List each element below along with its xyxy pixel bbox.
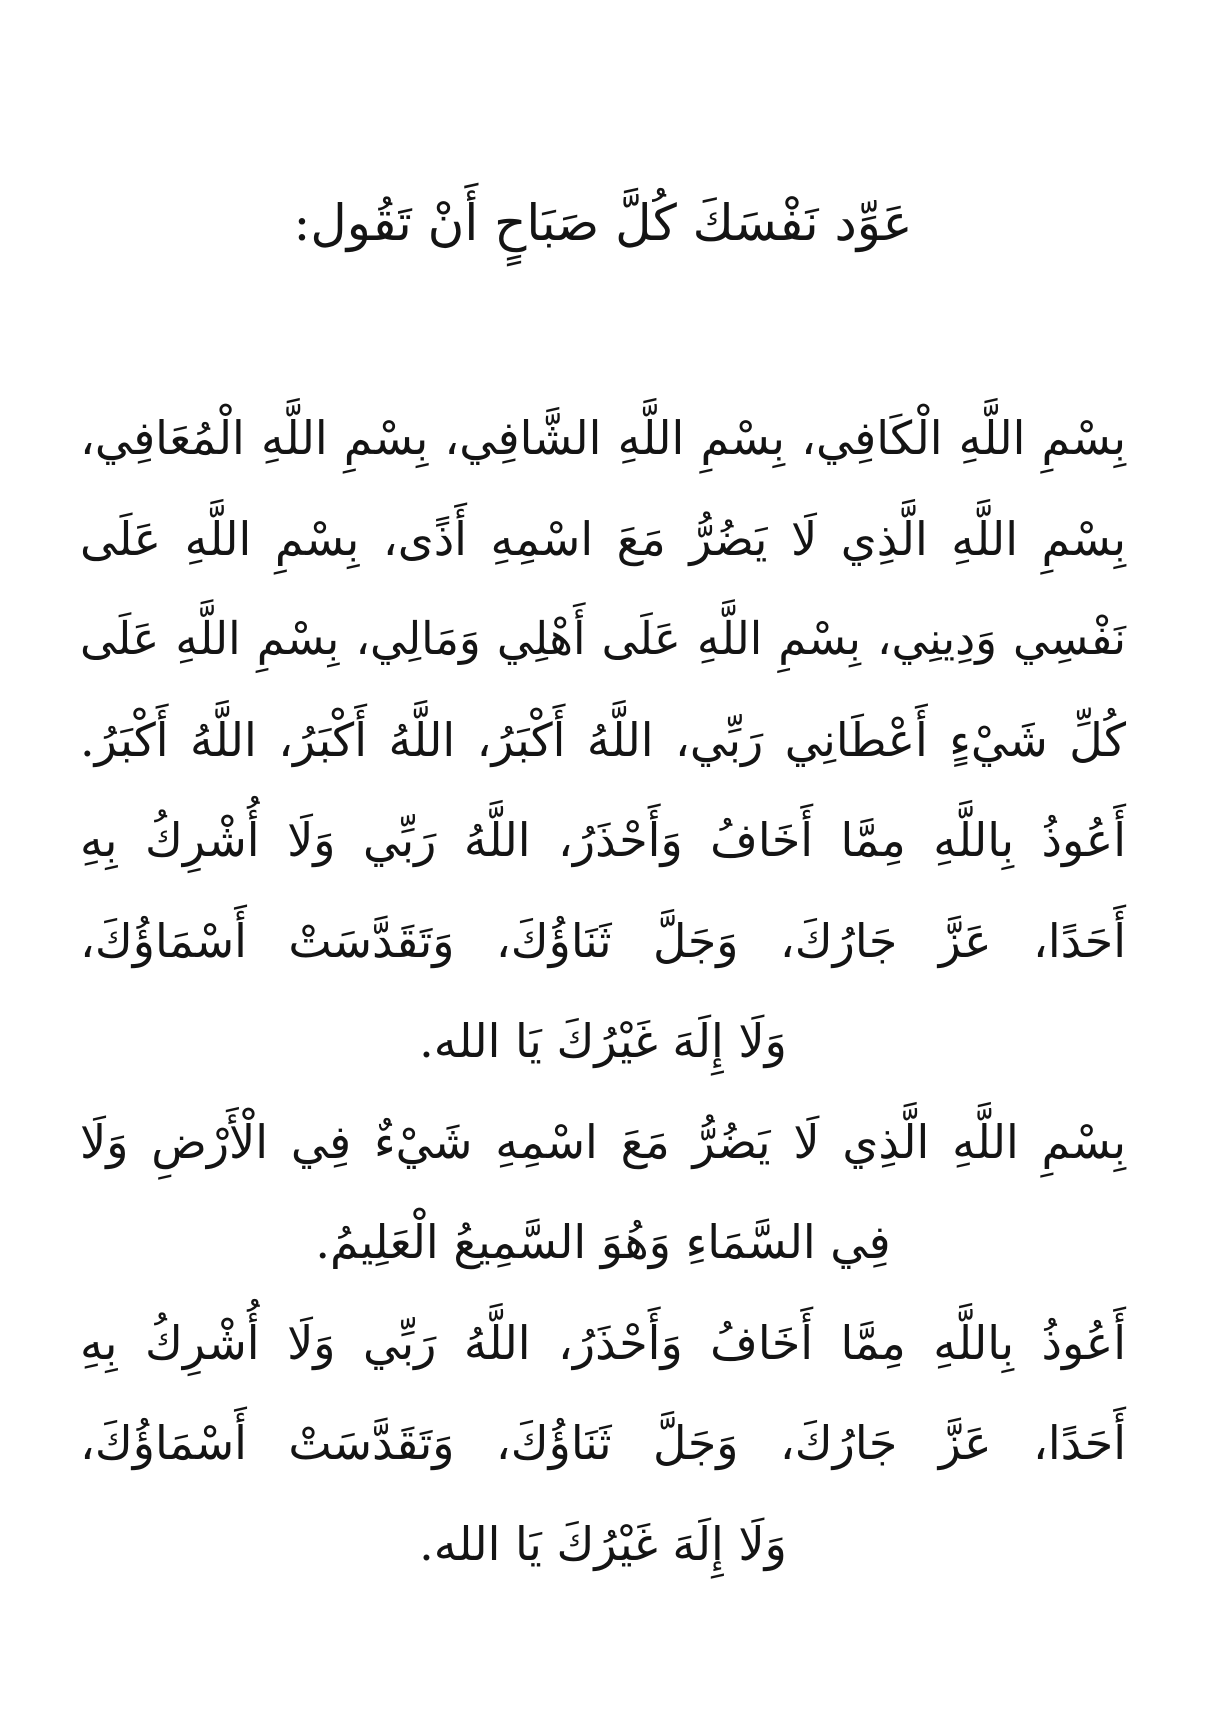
text-line: أَعُوذُ بِاللَّهِ مِمَّا أَخَافُ وَأَحْذَرُ، اللَّهُ رَبِّي وَلَا أُشْرِكُ بِهِ xyxy=(80,1315,1126,1370)
text-line: بِسْمِ اللَّهِ الَّذِي لَا يَضُرُّ مَعَ اسْمِهِ شَيْءٌ فِي الْأَرْضِ وَلَا xyxy=(80,1114,1126,1169)
text-line: أَحَدًا، عَزَّ جَارُكَ، وَجَلَّ ثَنَاؤُكَ، وَتَقَدَّسَتْ أَسْمَاؤُكَ، xyxy=(80,1416,1126,1470)
text-line: بِسْمِ اللَّهِ الْكَافِي، بِسْمِ اللَّهِ الشَّافِي، بِسْمِ اللَّهِ الْمُعَافِي، xyxy=(80,411,1126,465)
text-line: وَلَا إِلَهَ غَيْرُكَ يَا الله. xyxy=(419,1516,787,1571)
text-line: كُلِّ شَيْءٍ أَعْطَانِي رَبِّي، اللَّهُ أَكْبَرُ، اللَّهُ أَكْبَرُ، اللَّهُ أَكْبَرُ. xyxy=(80,712,1126,767)
text-line: بِسْمِ اللَّهِ الَّذِي لَا يَضُرُّ مَعَ اسْمِهِ أَذًى، بِسْمِ اللَّهِ عَلَى xyxy=(80,511,1126,566)
supplication-body xyxy=(80,388,1126,1594)
text-line: نَفْسِي وَدِينِي، بِسْمِ اللَّهِ عَلَى أَهْلِي وَمَالِي، بِسْمِ اللَّهِ عَلَى xyxy=(80,612,1126,665)
text-line: وَلَا إِلَهَ غَيْرُكَ يَا الله. xyxy=(419,1014,787,1068)
text-line: أَعُوذُ بِاللَّهِ مِمَّا أَخَافُ وَأَحْذَرُ، اللَّهُ رَبِّي وَلَا أُشْرِكُ بِهِ xyxy=(80,813,1126,867)
text-line: أَحَدًا، عَزَّ جَارُكَ، وَجَلَّ ثَنَاؤُكَ، وَتَقَدَّسَتْ أَسْمَاؤُكَ، xyxy=(80,913,1126,968)
page-title: عَوِّد نَفْسَكَ كُلَّ صَبَاحٍ أَنْ تَقُول: xyxy=(293,194,913,252)
text-line: فِي السَّمَاءِ وَهُوَ السَّمِيعُ الْعَلِيمُ. xyxy=(315,1215,891,1269)
